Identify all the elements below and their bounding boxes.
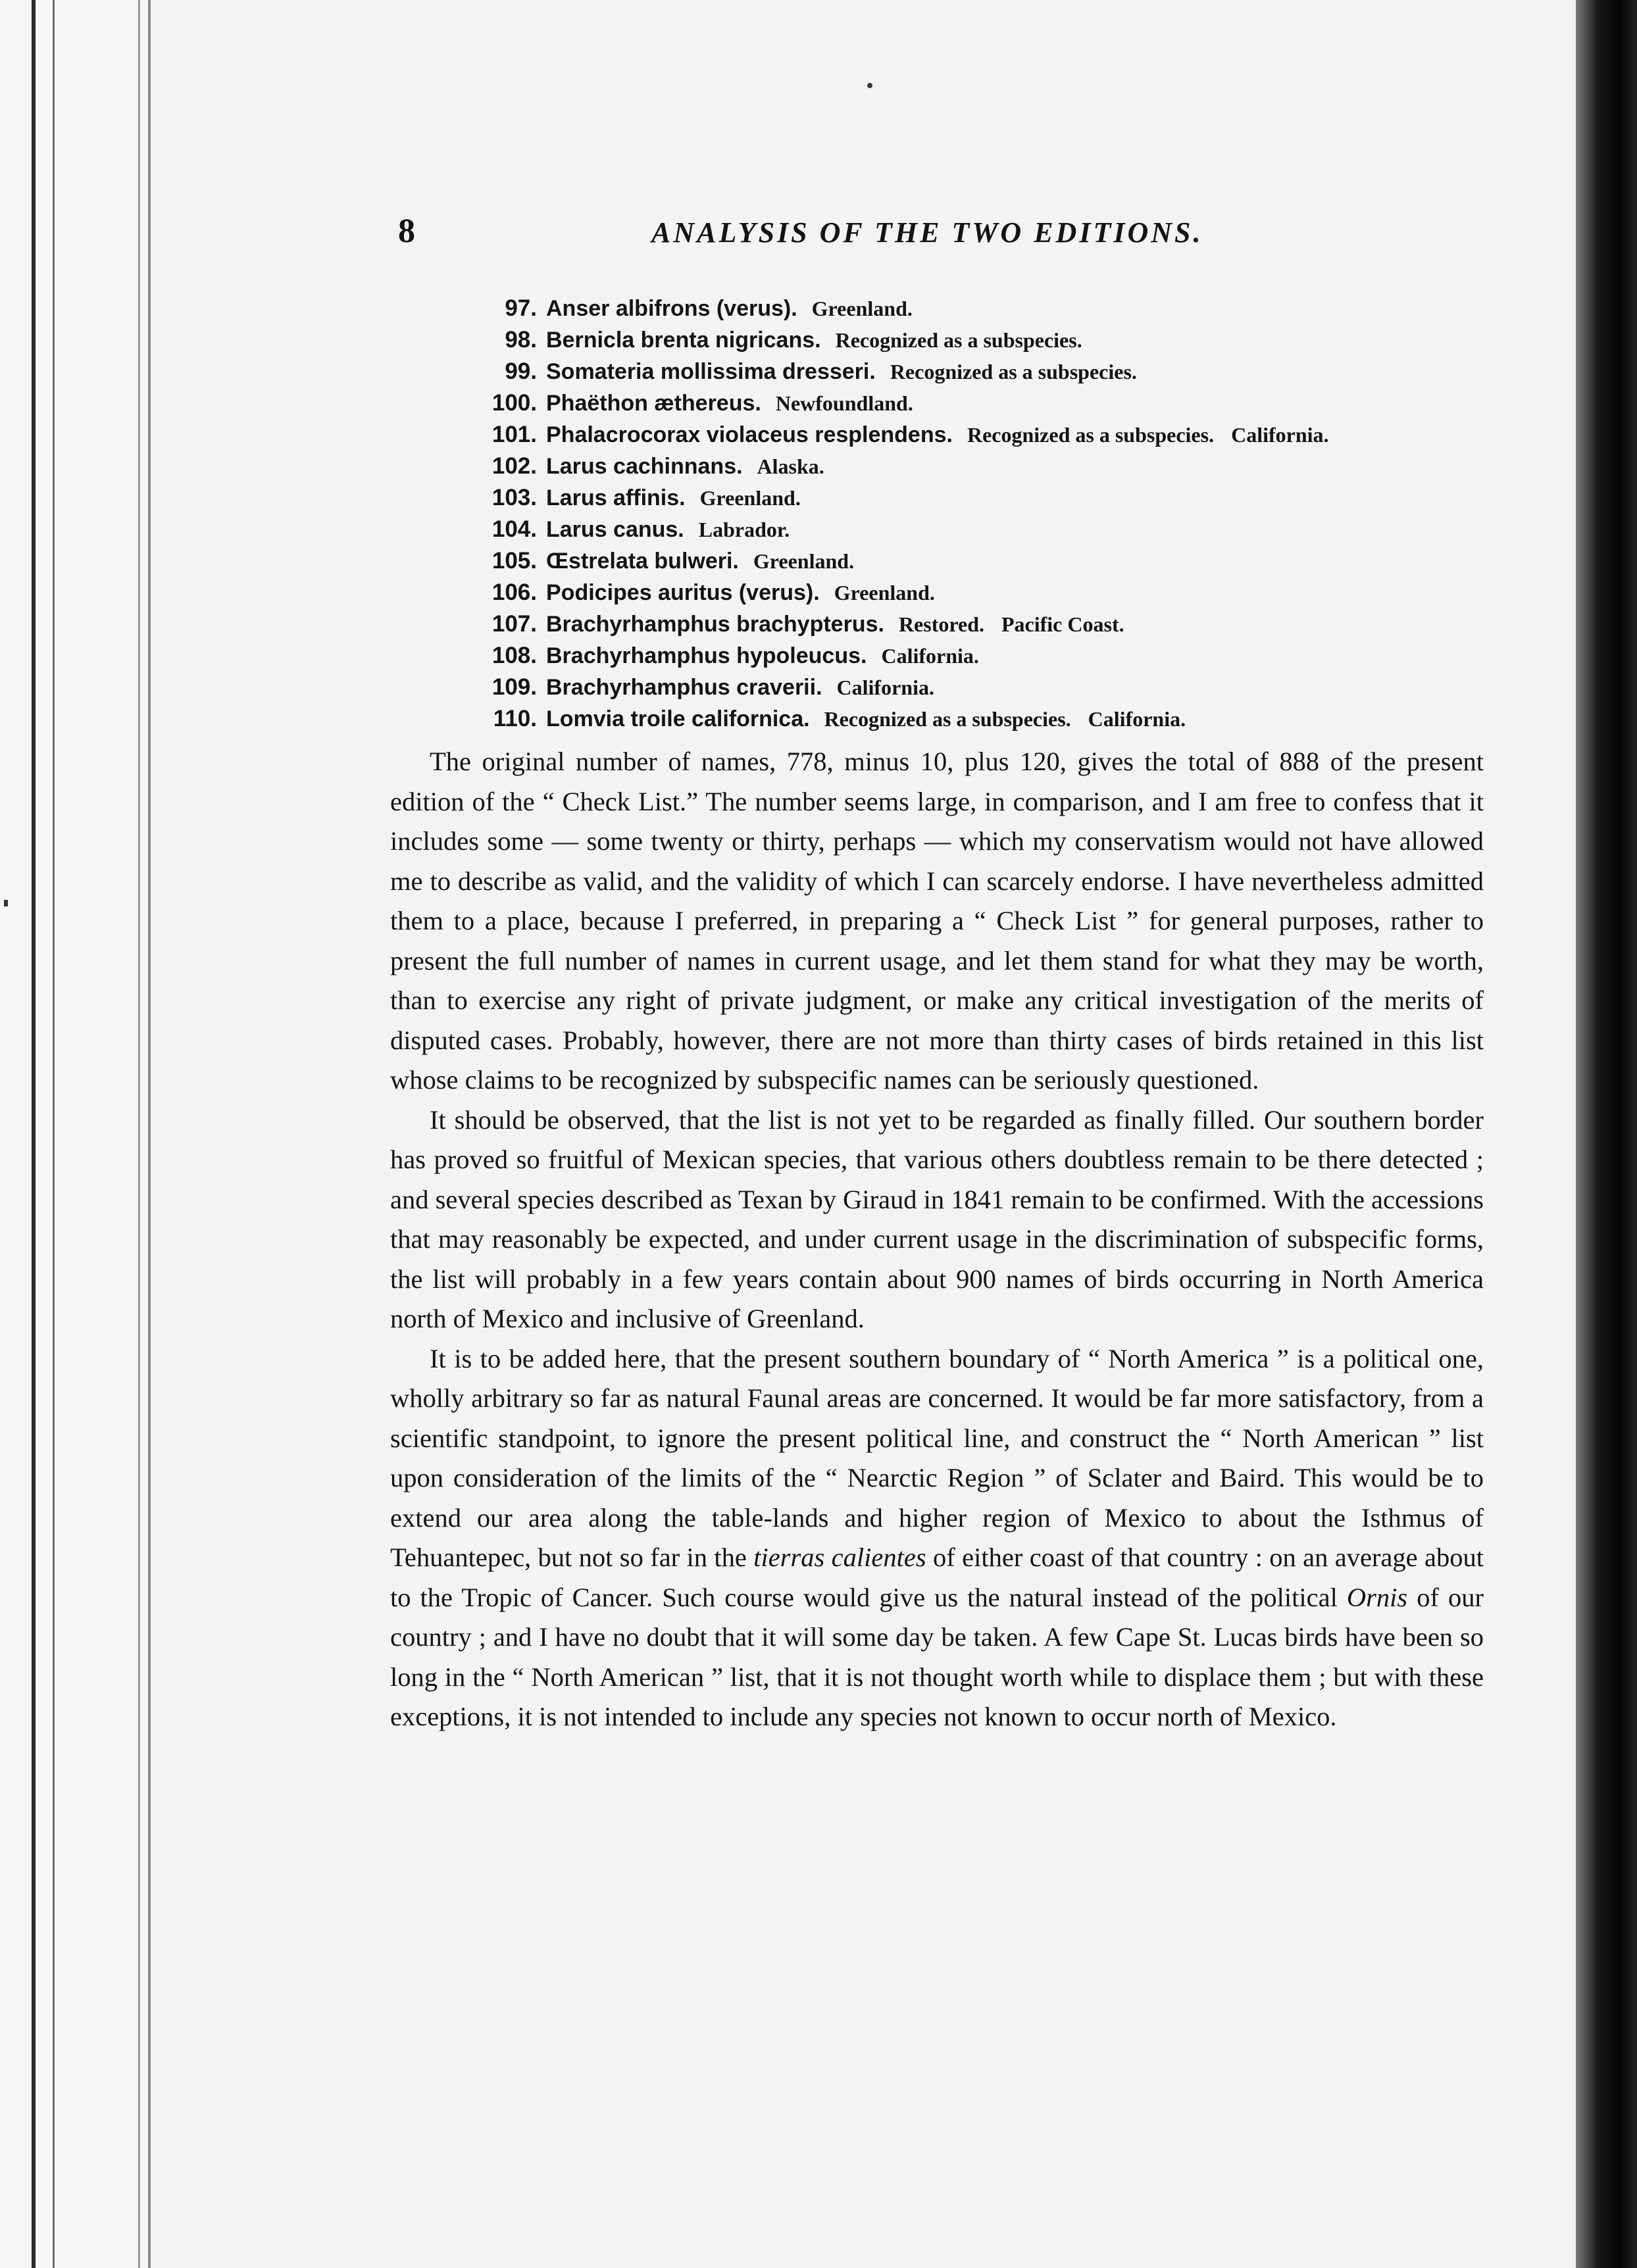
species-name: Œstrelata bulweri.: [546, 549, 739, 574]
book-spine-shadow: [1576, 0, 1637, 2268]
italic-term: Ornis: [1346, 1582, 1408, 1612]
entry-note: Recognized as a subspecies.: [835, 328, 1082, 352]
entry-note: Greenland.: [699, 486, 801, 510]
entry-note: Restored.: [898, 612, 984, 636]
paragraph-list-not-filled: It should be observed, that the list is not yet to be regarded as finally filled. Our southern border has proved so fruitful of Mexican species, that various others doubtless remain to be there detected ; and several species described as Texan by Giraud in 1841 remain to be confirmed. With the accessions that may reasonably be expected, and under current usage in the discrimination of subspecific forms, the list will probably in a few years contain about 900 names of birds occurring in North America north of Mexico and inclusive of Greenland.: [390, 1104, 1484, 1333]
entry-number: 106.: [491, 579, 537, 605]
entry-number: 100.: [491, 390, 537, 416]
entry-number: 104.: [491, 516, 537, 542]
scan-edge-line: [32, 0, 36, 2268]
entry-number: 105.: [491, 548, 537, 574]
list-item: [461, 545, 1513, 577]
species-name: Somateria mollissima dresseri.: [546, 359, 876, 384]
paragraph-text: of either coast of that country : on an average about to the Tropic of Cancer. Such course would give us the natural instead of the political: [390, 1542, 1484, 1612]
species-name: Lomvia troile californica.: [546, 706, 810, 731]
species-name: Phaëthon æthereus.: [546, 391, 761, 416]
list-item: [461, 577, 1513, 608]
entry-number: 101.: [491, 422, 537, 447]
species-list: [461, 293, 1513, 735]
entry-number: 107.: [491, 611, 537, 637]
list-item: [461, 293, 1513, 324]
list-item: [461, 419, 1513, 451]
paragraph-text: of our country ; and I have no doubt that it will some day be taken. A few Cape St. Lucas birds have been so long in the “ North American ” list, that it is not thought worth while to displace them ; but with these exceptions, it is not intended to include any species not known to occur north of Mexico.: [390, 1582, 1484, 1731]
list-item: [461, 608, 1513, 640]
entry-locality: California.: [1231, 423, 1329, 447]
list-item: [461, 451, 1513, 482]
entry-number: 102.: [491, 453, 537, 479]
scan-speck: [4, 900, 8, 906]
entry-note: Greenland.: [834, 581, 935, 604]
entry-note: Recognized as a subspecies.: [890, 360, 1137, 383]
entry-number: 99.: [505, 358, 537, 384]
paragraph-southern-boundary: [390, 1339, 1484, 1737]
page-number: 8: [398, 212, 415, 250]
paragraph-text: It is to be added here, that the present southern boundary of “ North America ” is a political one, wholly arbitrary so far as natural Faunal areas are concerned. It would be far more satisfactory, from a scientific standpoint, to ignore the present political line, and construct the “ North American ” list upon consideration of the limits of the “ Nearctic Region ” of Sclater and Baird. This would be to extend our area along the table-lands and higher region of Mexico to about the Isthmus of Tehuantepec, but not so far in the: [390, 1343, 1484, 1572]
species-name: Larus affinis.: [546, 485, 686, 510]
entry-number: 103.: [491, 485, 537, 510]
paragraph-total-names: The original number of names, 778, minus 10, plus 120, gives the total of 888 of the present edition of the “ Check List.” The number seems large, in comparison, and I am free to confess that it includes some — some twenty or thirty, perhaps — which my conservatism would not have allowed me to describe as valid, and the validity of which I can scarcely endorse. I have nevertheless admitted them to a place, because I preferred, in preparing a “ Check List ” for general purposes, rather to present the full number of names in current usage, and let them stand for what they may be worth, than to exercise any right of private judgment, or make any critical investigation of the merits of disputed cases. Probably, however, there are not more than thirty cases of birds retained in this list whose claims to be recognized by subspecific names can be seriously questioned.: [390, 747, 1484, 1095]
entry-locality: California.: [1088, 707, 1186, 731]
species-name: Larus canus.: [546, 517, 684, 542]
list-item: [461, 640, 1513, 672]
list-item: [461, 703, 1513, 735]
species-name: Brachyrhamphus hypoleucus.: [546, 643, 867, 668]
entry-number: 110.: [493, 706, 537, 731]
species-name: Brachyrhamphus craverii.: [546, 675, 822, 700]
species-name: Podicipes auritus (verus).: [546, 580, 820, 605]
list-item: [461, 387, 1513, 419]
species-name: Bernicla brenta nigricans.: [546, 328, 821, 353]
entry-note: Recognized as a subspecies.: [967, 423, 1215, 447]
entry-note: California.: [881, 644, 979, 668]
list-item: [461, 356, 1513, 387]
species-name: Larus cachinnans.: [546, 454, 743, 479]
entry-number: 97.: [505, 295, 537, 321]
entry-number: 109.: [491, 674, 537, 700]
entry-note: Recognized as a subspecies.: [824, 707, 1071, 731]
species-name: Brachyrhamphus brachypterus.: [546, 612, 884, 637]
running-head: ANALYSIS OF THE TWO EDITIONS.: [651, 216, 1203, 249]
species-name: Phalacrocorax violaceus resplendens.: [546, 422, 953, 447]
entry-locality: Pacific Coast.: [1001, 612, 1124, 636]
italic-term: tierras calientes: [753, 1542, 926, 1572]
entry-note: Alaska.: [757, 455, 824, 478]
scan-edge-line: [53, 0, 55, 2268]
entry-note: Labrador.: [698, 518, 790, 541]
list-item: [461, 482, 1513, 514]
entry-number: 108.: [491, 643, 537, 668]
scan-left-margin: [0, 0, 151, 2268]
scan-edge-line: [138, 0, 140, 2268]
entry-note: Greenland.: [753, 549, 855, 573]
list-item: [461, 514, 1513, 545]
page-header: [398, 212, 1240, 264]
entry-note: Greenland.: [811, 297, 913, 320]
entry-number: 98.: [505, 327, 537, 353]
list-item: [461, 672, 1513, 703]
species-name: Anser albifrons (verus).: [546, 296, 797, 321]
body-text: [390, 742, 1484, 1737]
entry-note: Newfoundland.: [775, 391, 913, 415]
entry-note: California.: [836, 676, 934, 699]
scan-speck: [867, 83, 872, 88]
list-item: [461, 324, 1513, 356]
